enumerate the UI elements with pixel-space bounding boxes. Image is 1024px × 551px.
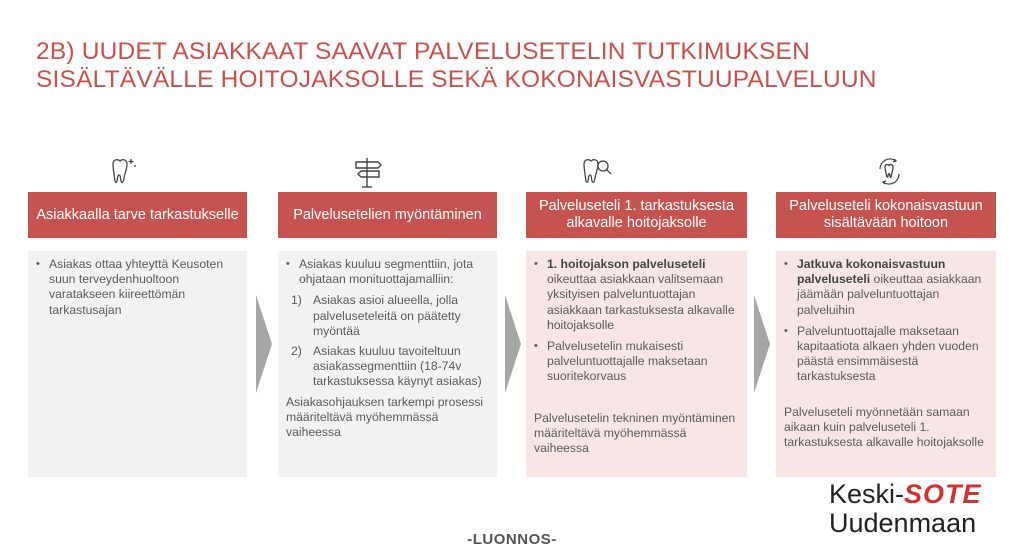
- column-3-note: Palvelusetelin tekninen myöntäminen määriteltävä myöhemmässä vaiheessa: [534, 410, 736, 456]
- list-item: [784, 257, 988, 318]
- draft-label: -LUONNOS-: [467, 531, 557, 548]
- slide-title-line-1: 2B) UUDET ASIAKKAAT SAAVAT PALVELUSETELIN TUTKIMUKSEN: [36, 38, 810, 65]
- column-1-bullet-1: Asiakas ottaa yhteyttä Keusoten suun terveydenhuoltoon varatakseen kiireettömän tarkastusajan: [49, 257, 224, 317]
- column-3-body: [526, 251, 747, 477]
- bullet-marker: •: [534, 258, 538, 270]
- column-2-item-1: Asiakas asioi alueella, jolla palveluseteleitä on päätetty myöntää: [313, 293, 461, 338]
- list-item: [534, 339, 739, 385]
- column-3-bullet-1-rest: oikeuttaa asiakkaan valitsemaan yksityisen palveluntuottajan asiakkaan tarkastuksesta alkavalle hoitojaksolle: [547, 272, 735, 332]
- column-3-bullet-2: Palvelusetelin mukaisesti palveluntuottajalle maksetaan suoritekorvaus: [547, 339, 708, 384]
- column-1-header: Asiakkaalla tarve tarkastukselle: [28, 192, 247, 238]
- slide-title: [36, 38, 936, 94]
- column-2-header: Palvelusetelien myöntäminen: [278, 192, 497, 238]
- item-number: 2): [291, 344, 302, 359]
- column-4-bullet-1-rest: oikeuttaa asiakkaan jäämään palveluntuottajan palveluihin: [797, 272, 982, 317]
- column-1-body: [28, 251, 247, 477]
- column-4-body: [776, 251, 996, 477]
- chevron-right-icon: [505, 295, 521, 393]
- logo-word-keski: Keski-: [829, 479, 905, 509]
- tooth-sparkle-icon: [105, 154, 139, 190]
- numbered-item: [286, 344, 489, 390]
- column-2-body: [278, 251, 497, 477]
- column-3-header: Palveluseteli 1. tarkastuksesta alkavalle hoitojaksolle: [526, 192, 747, 238]
- tooth-cycle-icon: [873, 154, 907, 190]
- list-item: [784, 324, 988, 385]
- bullet-marker: •: [36, 258, 40, 270]
- bullet-marker: •: [784, 324, 788, 337]
- column-2-bullet-1: Asiakas kuuluu segmenttiin, jota ohjataan monituottajamalliin:: [299, 257, 474, 287]
- logo-word-uudenmaan: Uudenmaan: [829, 508, 977, 538]
- item-number: 1): [291, 293, 302, 308]
- tooth-magnifier-icon: [580, 154, 614, 190]
- list-item: [534, 257, 739, 333]
- bullet-marker: •: [534, 340, 538, 353]
- column-2-note: Asiakasohjauksen tarkempi prosessi määriteltävä myöhemmässä vaiheessa: [286, 394, 484, 440]
- chevron-right-icon: [754, 295, 770, 393]
- signpost-icon: [352, 154, 386, 190]
- slide-title-line-2: SISÄLTÄVÄLLE HOITOJAKSOLLE SEKÄ KOKONAISVASTUUPALVELUUN: [36, 66, 877, 93]
- column-4-bullet-2: Palveluntuottajalle maksetaan kapitaatiota alkaen yhden vuoden päästä ensimmäisestä tarkastuksesta: [797, 323, 979, 384]
- column-4-bullet-1: [797, 257, 988, 318]
- numbered-item: [286, 293, 489, 339]
- chevron-right-icon: [256, 295, 272, 393]
- list-item: [36, 257, 239, 318]
- logo-word-sote: SOTE: [904, 479, 982, 509]
- bullet-marker: •: [784, 258, 788, 270]
- list-item: [286, 257, 489, 287]
- column-4-header: Palveluseteli kokonaisvastuun sisältävään hoitoon: [776, 192, 996, 238]
- column-4-bullet-1-bold: Jatkuva kokonaisvastuun palveluseteli: [797, 257, 946, 287]
- column-2-item-2: Asiakas kuuluu tavoiteltuun asiakassegmenttiin (18-74v tarkastuksessa käynyt asiakas): [313, 344, 482, 389]
- keski-uudenmaan-sote-logo: [829, 479, 1009, 539]
- bullet-marker: •: [286, 258, 290, 270]
- column-4-note: Palveluseteli myönnetään samaan aikaan kuin palveluseteli 1. tarkastuksesta alkavalle hoitojaksolle: [784, 404, 984, 450]
- column-3-bullet-1-bold: 1. hoitojakson palveluseteli: [547, 257, 706, 271]
- logo-line-1: [829, 479, 982, 510]
- column-3-bullet-1: [547, 257, 739, 333]
